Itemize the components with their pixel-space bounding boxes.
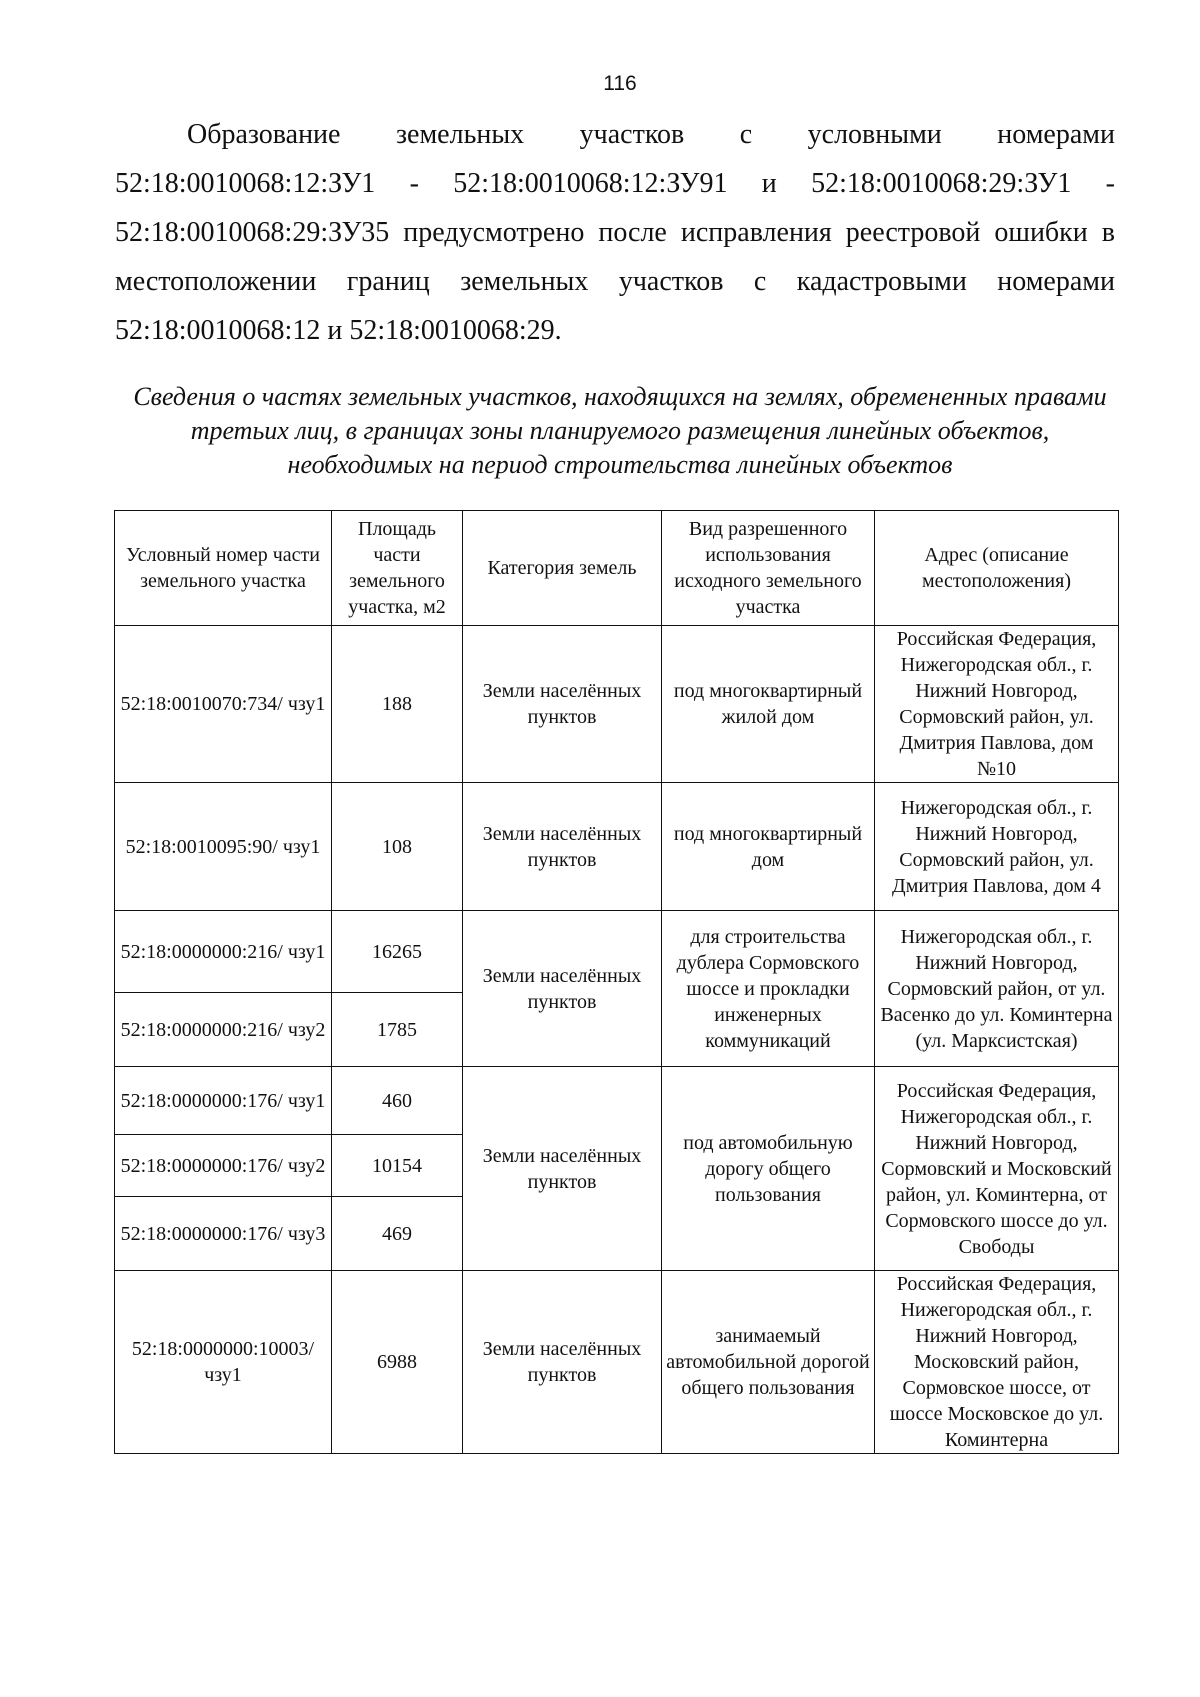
cell-address: Нижегородская обл., г. Нижний Новгород, Сормовский район, ул. Дмитрия Павлова, дом 4 [875,783,1119,911]
cell-address: Российская Федерация, Нижегородская обл., г. Нижний Новгород, Сормовский и Московский район, ул. Коминтерна, от Сормовского шоссе до ул. Свободы [875,1067,1119,1271]
table-caption: Сведения о частях земельных участков, находящихся на землях, обремененных правами третьих лиц, в границах зоны планируемого размещения линейных объектов, необходимых на период строительства линейных объектов [133,382,1107,479]
cell-area: 108 [332,783,463,911]
intro-line: местоположении границ земельных участков с кадастровыми номерами [115,266,1115,297]
intro-line: 52:18:0010068:29:ЗУ35 предусмотрено после исправления реестровой ошибки в [115,217,1115,248]
cell-number: 52:18:0000000:10003/ чзу1 [115,1271,332,1454]
cell-use: под многоквартирный жилой дом [662,626,875,783]
cell-area: 6988 [332,1271,463,1454]
cell-use: под многоквартирный дом [662,783,875,911]
cell-area: 1785 [332,993,463,1067]
cell-category: Земли населённых пунктов [463,626,662,783]
cell-number: 52:18:0000000:176/ чзу2 [115,1135,332,1197]
header-area: Площадь части земельного участка, м2 [332,511,463,626]
cell-use: под автомобильную дорогу общего пользования [662,1067,875,1271]
cell-category: Земли населённых пунктов [463,1067,662,1271]
cell-number: 52:18:0010095:90/ чзу1 [115,783,332,911]
intro-line: 52:18:0010068:12:ЗУ1 - 52:18:0010068:12:ЗУ91 и 52:18:0010068:29:ЗУ1 - [115,168,1115,199]
land-parts-table [114,510,1119,1454]
table-header-row [115,511,1119,626]
table-row [115,783,1119,911]
header-category: Категория земель [463,511,662,626]
cell-category: Земли населённых пунктов [463,783,662,911]
cell-area: 10154 [332,1135,463,1197]
intro-paragraph [115,110,1115,355]
cell-number: 52:18:0000000:216/ чзу2 [115,993,332,1067]
header-address: Адрес (описание местоположения) [875,511,1119,626]
intro-line: 52:18:0010068:12 и 52:18:0010068:29. [115,315,562,346]
cell-area: 460 [332,1067,463,1135]
table-row [115,1067,1119,1135]
cell-area: 16265 [332,911,463,993]
table-row [115,1271,1119,1454]
cell-address: Нижегородская обл., г. Нижний Новгород, Сормовский район, от ул. Васенко до ул. Коминтерна (ул. Марксистская) [875,911,1119,1067]
cell-use: занимаемый автомобильной дорогой общего пользования [662,1271,875,1454]
table-row [115,911,1119,993]
cell-number: 52:18:0000000:176/ чзу3 [115,1197,332,1271]
cell-number: 52:18:0010070:734/ чзу1 [115,626,332,783]
cell-number: 52:18:0000000:216/ чзу1 [115,911,332,993]
header-use: Вид разрешенного использования исходного земельного участка [662,511,875,626]
cell-address: Российская Федерация, Нижегородская обл., г. Нижний Новгород, Сормовский район, ул. Дмитрия Павлова, дом №10 [875,626,1119,783]
cell-area: 188 [332,626,463,783]
cell-use: для строительства дублера Сормовского шоссе и прокладки инженерных коммуникаций [662,911,875,1067]
intro-line: Образование земельных участков с условными номерами [187,119,1115,150]
cell-category: Земли населённых пунктов [463,1271,662,1454]
cell-address: Российская Федерация, Нижегородская обл., г. Нижний Новгород, Московский район, Сормовское шоссе, от шоссе Московское до ул. Коминтерна [875,1271,1119,1454]
cell-category: Земли населённых пунктов [463,911,662,1067]
table-row [115,626,1119,783]
header-number: Условный номер части земельного участка [115,511,332,626]
cell-area: 469 [332,1197,463,1271]
cell-number: 52:18:0000000:176/ чзу1 [115,1067,332,1135]
page-number: 116 [603,72,637,95]
